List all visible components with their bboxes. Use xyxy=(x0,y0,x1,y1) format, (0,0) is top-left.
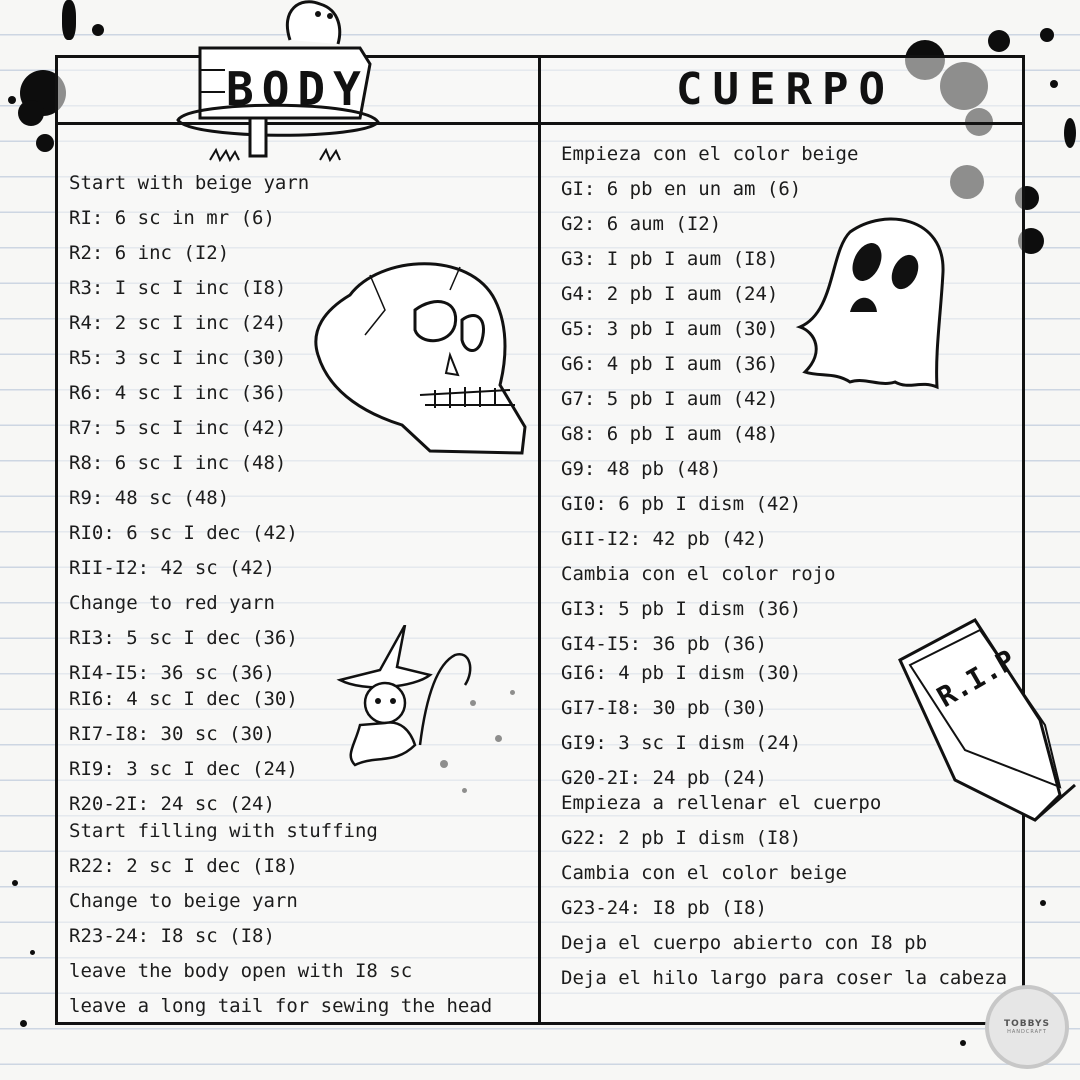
english-step-line: R4: 2 sc I inc (24) xyxy=(69,312,287,334)
spanish-step-line: G3: I pb I aum (I8) xyxy=(561,248,779,270)
spanish-step-line: G22: 2 pb I dism (I8) xyxy=(561,827,802,849)
spanish-step-line: G7: 5 pb I aum (42) xyxy=(561,388,779,410)
english-step-line: RI9: 3 sc I dec (24) xyxy=(69,758,298,780)
english-step-line: R7: 5 sc I inc (42) xyxy=(69,417,287,439)
english-step-line: RI6: 4 sc I dec (30) xyxy=(69,688,298,710)
spanish-step-line: GI4-I5: 36 pb (36) xyxy=(561,633,767,655)
spanish-step-line: Empieza a rellenar el cuerpo xyxy=(561,792,882,814)
english-step-line: RI7-I8: 30 sc (30) xyxy=(69,723,275,745)
spanish-step-line: G20-2I: 24 pb (24) xyxy=(561,767,767,789)
english-step-line: Start with beige yarn xyxy=(69,172,310,194)
spanish-step-line: G5: 3 pb I aum (30) xyxy=(561,318,779,340)
spanish-step-line: Deja el hilo largo para coser la cabeza xyxy=(561,967,1008,989)
spanish-step-line: G6: 4 pb I aum (36) xyxy=(561,353,779,375)
english-step-line: Change to red yarn xyxy=(69,592,275,614)
spanish-step-line: GII-I2: 42 pb (42) xyxy=(561,528,767,550)
spanish-step-line: Cambia con el color rojo xyxy=(561,563,836,585)
spanish-step-line: G4: 2 pb I aum (24) xyxy=(561,283,779,305)
spanish-step-line: GI7-I8: 30 pb (30) xyxy=(561,697,767,719)
english-step-line: R3: I sc I inc (I8) xyxy=(69,277,287,299)
tombstone-rip-text: R.I.P xyxy=(931,643,1021,714)
english-title: BODY xyxy=(226,62,369,116)
english-step-line: leave a long tail for sewing the head xyxy=(69,995,493,1017)
spanish-step-line: G2: 6 aum (I2) xyxy=(561,213,722,235)
english-step-line: RI3: 5 sc I dec (36) xyxy=(69,627,298,649)
logo-subtitle: HANDCRAFT xyxy=(1007,1029,1047,1035)
ghost-icon xyxy=(795,212,955,397)
english-step-line: Start filling with stuffing xyxy=(69,820,378,842)
english-step-line: R8: 6 sc I inc (48) xyxy=(69,452,287,474)
spanish-step-line: G8: 6 pb I aum (48) xyxy=(561,423,779,445)
english-step-line: R5: 3 sc I inc (30) xyxy=(69,347,287,369)
skull-icon xyxy=(310,255,535,460)
spanish-step-line: GI3: 5 pb I dism (36) xyxy=(561,598,802,620)
english-step-line: R2: 6 inc (I2) xyxy=(69,242,230,264)
spanish-step-line: Deja el cuerpo abierto con I8 pb xyxy=(561,932,928,954)
spanish-step-line: GI6: 4 pb I dism (30) xyxy=(561,662,802,684)
spanish-step-line: G9: 48 pb (48) xyxy=(561,458,722,480)
spanish-step-line: Cambia con el color beige xyxy=(561,862,847,884)
witch-cat-icon xyxy=(335,625,475,775)
english-step-line: R23-24: I8 sc (I8) xyxy=(69,925,275,947)
english-step-line: R22: 2 sc I dec (I8) xyxy=(69,855,298,877)
spanish-step-line: G23-24: I8 pb (I8) xyxy=(561,897,767,919)
english-step-line: RI: 6 sc in mr (6) xyxy=(69,207,275,229)
english-step-line: R6: 4 sc I inc (36) xyxy=(69,382,287,404)
spanish-step-line: GI9: 3 sc I dism (24) xyxy=(561,732,802,754)
spanish-step-line: GI: 6 pb en un am (6) xyxy=(561,178,802,200)
english-step-line: R20-2I: 24 sc (24) xyxy=(69,793,275,815)
spanish-step-line: GI0: 6 pb I dism (42) xyxy=(561,493,802,515)
column-divider xyxy=(538,55,541,1025)
english-step-line: RII-I2: 42 sc (42) xyxy=(69,557,275,579)
english-step-line: Change to beige yarn xyxy=(69,890,298,912)
english-step-line: leave the body open with I8 sc xyxy=(69,960,413,982)
tombstone-icon xyxy=(880,615,1080,830)
spanish-step-line: Empieza con el color beige xyxy=(561,143,859,165)
english-step-line: RI0: 6 sc I dec (42) xyxy=(69,522,298,544)
spanish-title: CUERPO xyxy=(676,64,895,115)
english-step-line: R9: 48 sc (48) xyxy=(69,487,230,509)
logo-icon xyxy=(985,985,1069,1069)
logo-name: TOBBYS xyxy=(1003,1019,1051,1029)
english-step-line: RI4-I5: 36 sc (36) xyxy=(69,662,275,684)
